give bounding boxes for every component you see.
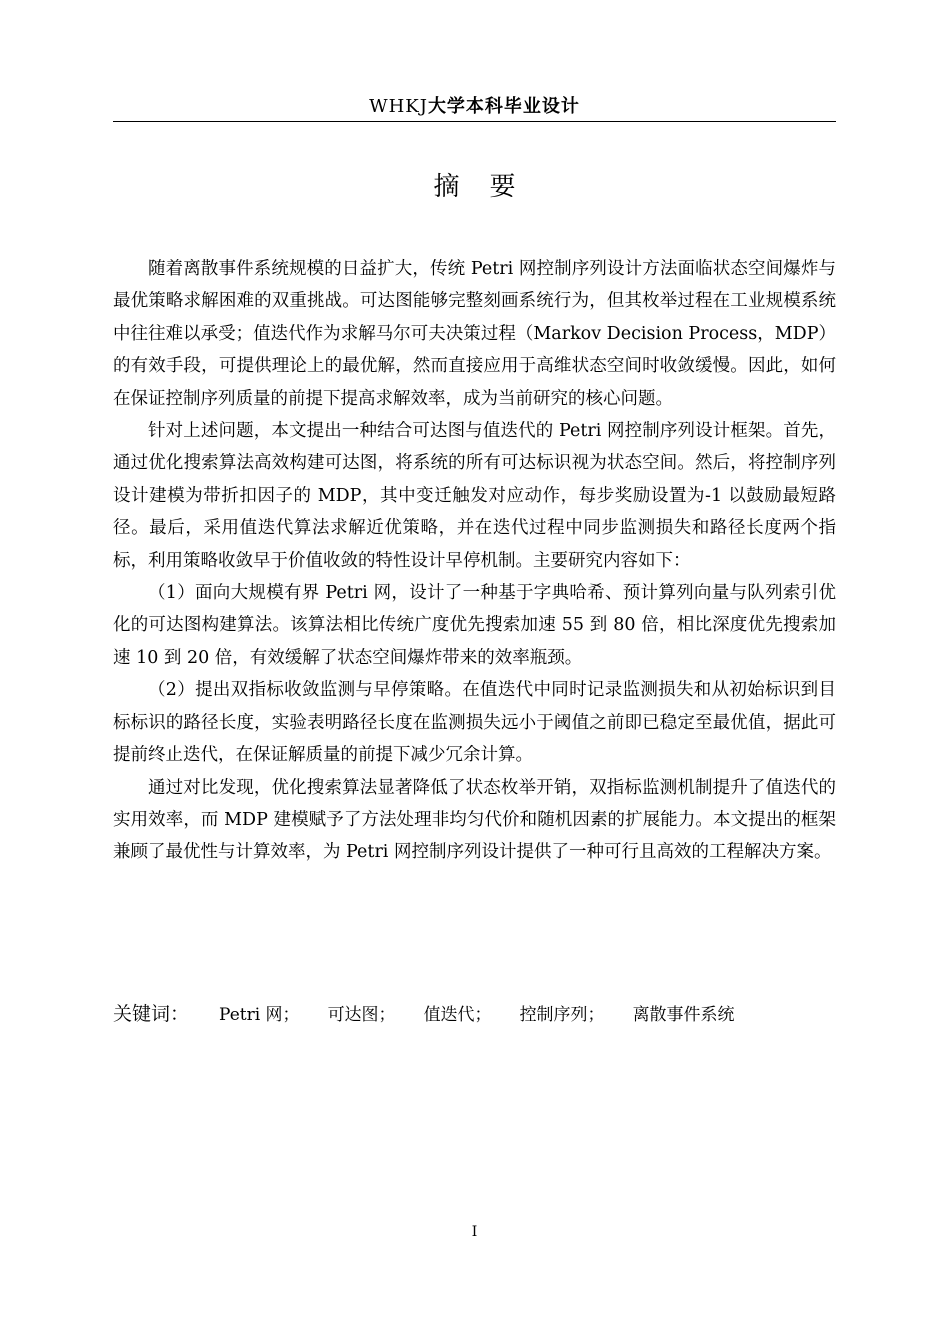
keyword-item: 离散事件系统	[632, 1004, 735, 1025]
keyword-item: 控制序列；	[519, 1004, 605, 1025]
page-number: I	[471, 1224, 478, 1240]
abstract-paragraph: （1）面向大规模有界 Petri 网，设计了一种基于字典哈希、预计算列向量与队列索引优化的可达图构建算法。该算法相比传统广度优先搜索加速 55 到 80 倍，相比深度优先搜索加速 10 到 20 倍，有效缓解了状态空间爆炸带来的效率瓶颈。	[113, 583, 836, 668]
abstract-paragraph: （2）提出双指标收敛监测与早停策略。在值迭代中同时记录监测损失和从初始标识到目标标识的路径长度，实验表明路径长度在监测损失远小于阈值之前即已稳定至最优值，据此可提前终止迭代，在保证解质量的前提下减少冗余计算。	[113, 680, 836, 766]
keyword-item: 可达图；	[327, 1004, 396, 1025]
page-header	[113, 93, 836, 121]
keyword-item: 值迭代；	[423, 1004, 492, 1025]
header-divider	[113, 121, 836, 122]
keywords-line	[113, 995, 836, 1029]
abstract-paragraph: 随着离散事件系统规模的日益扩大，传统 Petri 网控制序列设计方法面临状态空间爆炸与最优策略求解困难的双重挑战。可达图能够完整刻画系统行为，但其枚举过程在工业规模系统中往往难以承受；值迭代作为求解马尔可夫决策过程（Markov Decision Process，MDP）的有效手段，可提供理论上的最优解，然而直接应用于高维状态空间时收敛缓慢。因此，如何在保证控制序列质量的前提下提高求解效率，成为当前研究的核心问题。	[113, 259, 836, 409]
keyword-item: Petri 网；	[219, 1004, 300, 1025]
header-title: 大学本科毕业设计	[427, 96, 580, 117]
header-school-code: WHKJ	[369, 96, 428, 117]
keywords-label: 关键词：	[113, 1002, 190, 1025]
abstract-paragraph: 通过对比发现，优化搜索算法显著降低了状态枚举开销，双指标监测机制提升了值迭代的实用效率，而 MDP 建模赋予了方法处理非均匀代价和随机因素的扩展能力。本文提出的框架兼顾了最优性与计算效率，为 Petri 网控制序列设计提供了一种可行且高效的工程解决方案。	[113, 777, 836, 863]
abstract-body	[113, 253, 836, 869]
abstract-paragraph: 针对上述问题，本文提出一种结合可达图与值迭代的 Petri 网控制序列设计框架。首先，通过优化搜索算法高效构建可达图，将系统的所有可达标识视为状态空间。然后，将控制序列设计建模为带折扣因子的 MDP，其中变迁触发对应动作，每步奖励设置为-1 以鼓励最短路径。最后，采用值迭代算法求解近优策略，并在迭代过程中同步监测损失和路径长度两个指标，利用策略收敛早于价值收敛的特性设计早停机制。主要研究内容如下：	[113, 421, 836, 571]
page-title: 摘要	[433, 172, 546, 202]
